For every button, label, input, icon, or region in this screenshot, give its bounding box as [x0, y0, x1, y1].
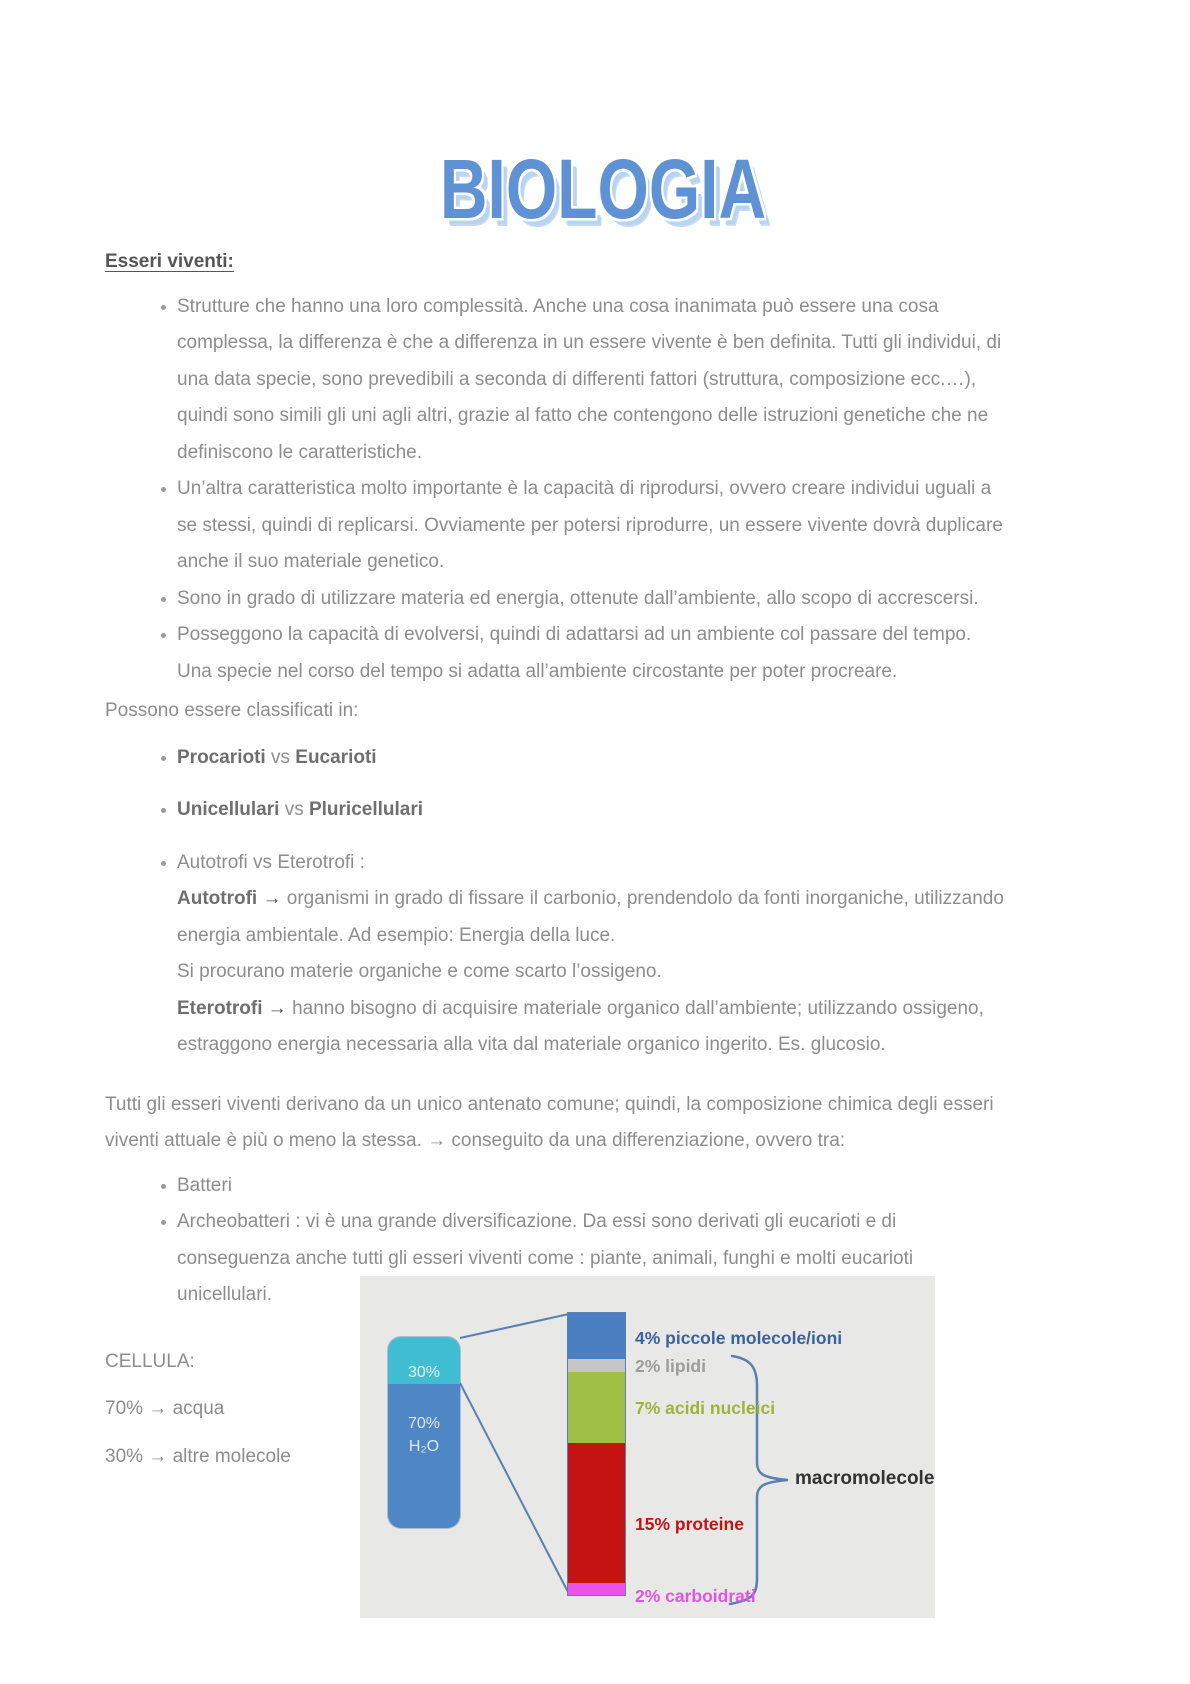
eterotrofi-definition — [177, 991, 1007, 1064]
list-item-text: Una specie nel corso del tempo si adatta all’ambiente circostante per poter procreare. — [177, 660, 898, 682]
bar-segment-carboidrati — [568, 1583, 625, 1595]
macromolecole-label: macromolecole — [795, 1468, 935, 1489]
list-item-text: Un’altra caratteristica molto importante è la capacità di riprodursi, ovvero creare individui uguali a se stessi, quindi di replicarsi. Ovviamente per potersi riprodurre, un essere vivente dovrà duplicare anche il suo materiale genetico. — [177, 478, 1003, 572]
label-proteine: 15% proteine — [635, 1514, 744, 1534]
label-acidi-nucleici: 7% acidi nucleici — [635, 1398, 776, 1418]
living-beings-list — [105, 289, 1007, 691]
list-item — [177, 845, 1007, 1064]
bar-segment-lipidi — [568, 1359, 625, 1372]
list-item — [177, 792, 1007, 829]
arrow-icon: → — [257, 888, 287, 909]
brace-icon — [730, 1356, 788, 1604]
term-bold: Pluricellulari — [308, 799, 424, 820]
common-ancestor-paragraph: Tutti gli esseri viventi derivano da un unico antenato comune; quindi, la composizione chimica degli esseri viventi attuale è più o meno la stessa. → conseguito da una differenziazione, ovvero tra: — [105, 1093, 994, 1151]
term-bold: Unicellulari — [177, 799, 280, 820]
list-item — [177, 471, 1007, 581]
term-bold: Autotrofi — [177, 888, 258, 909]
cell-box — [388, 1337, 460, 1528]
section-heading: Esseri viventi: — [105, 251, 234, 272]
cellula-heading: CELLULA: — [105, 1350, 195, 1372]
term-bold: Eucarioti — [295, 746, 377, 768]
list-item-text: • Autotrofi vs Eterotrofi : — [177, 851, 365, 873]
list-item-text: • Posseggono la capacità di evolversi, quindi di adattarsi ad un ambiente col passare del tempo. — [177, 624, 972, 645]
stacked-bar — [568, 1313, 625, 1595]
title-block — [0, 140, 1190, 236]
cellula-line-molecules: 30% → altre molecole — [105, 1445, 291, 1467]
bar-segment-piccole-molecole — [568, 1313, 625, 1359]
cell-box-70-segment — [388, 1384, 460, 1528]
term-mid: vs — [279, 799, 309, 820]
list-item — [177, 740, 1007, 777]
term-bold: Procarioti — [177, 746, 266, 768]
definition-text: hanno bisogno di acquisire materiale organico dall’ambiente; utilizzando ossigeno, estraggono energia necessaria alla vita dal materiale organico ingerito. Es. glucosio. — [177, 997, 984, 1055]
label-carboidrati: 2% carboidrati — [635, 1586, 756, 1606]
list-item — [177, 581, 1007, 618]
list-item — [177, 617, 1007, 690]
bar-segment-acidi-nucleici — [568, 1372, 625, 1443]
term-bold: Eterotrofi — [177, 997, 263, 1019]
list-item-text: Sono in grado di utilizzare materia ed energia, ottenute dall’ambiente, allo scopo di accrescersi. — [177, 587, 979, 609]
list-item-text: Strutture che hanno una loro complessità. Anche una cosa inanimata può essere una cosa complessa, la differenza è che a differenza in un essere vivente è ben definita. Tutti gli individui, di una data specie, sono prevedibili a seconda di differenti fattori (struttura, composizione ecc.…), quindi sono simili gli uni agli altri, grazie al fatto che contengono delle istruzioni genetiche che ne definiscono le caratteristiche. — [177, 295, 1002, 463]
cellula-line-water: 70% → acqua — [105, 1398, 225, 1419]
list-item — [177, 1168, 1007, 1205]
classification-list — [105, 740, 1007, 1064]
cell-box-30-segment — [388, 1337, 460, 1384]
classification-intro: Possono essere classificati in: — [105, 700, 359, 721]
autotrofi-definition — [177, 881, 1007, 954]
term-mid: vs — [265, 746, 296, 768]
label-piccole-molecole: 4% piccole molecole/ioni — [635, 1328, 843, 1348]
definition-text: organismi in grado di fissare il carbonio, prendendolo da fonti inorganiche, utilizzando energia ambientale. Ad esempio: Energia della luce. — [177, 888, 1004, 946]
list-item-text: Batteri — [177, 1174, 232, 1196]
cell-box-h2o-label: H₂O — [408, 1438, 440, 1455]
list-item-text: Archeobatteri : vi è una grande diversificazione. Da essi sono derivati gli eucarioti e di conseguenza anche tutti gli esseri viventi come : piante, animali, funghi e molti eucarioti unicellulari. — [177, 1211, 914, 1305]
list-item — [177, 289, 1007, 472]
cell-box-30-label: 30% — [407, 1364, 441, 1381]
page-title: BIOLOGIA — [439, 141, 767, 236]
bar-segment-proteine — [568, 1443, 625, 1583]
label-lipidi: 2% lipidi — [635, 1356, 706, 1376]
cell-box-70-label: 70% — [407, 1415, 441, 1432]
arrow-icon: → — [262, 997, 293, 1019]
cell-composition-figure — [360, 1276, 935, 1618]
autotrofi-note: Si procurano materie organiche e come scarto l’ossigeno. — [177, 961, 662, 982]
